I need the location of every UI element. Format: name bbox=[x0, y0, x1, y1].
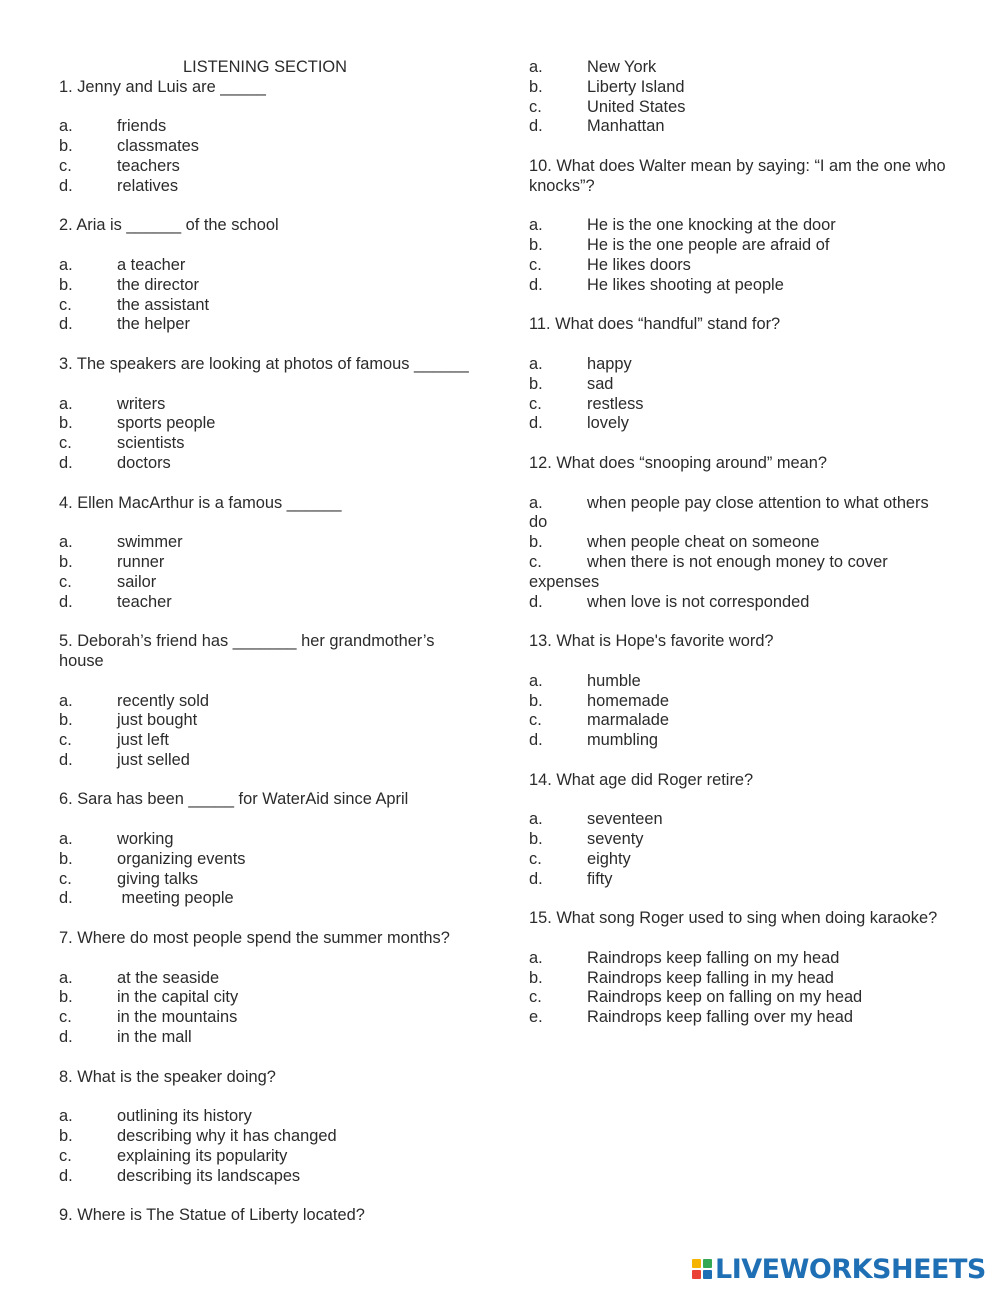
option-text: outlining its history bbox=[117, 1107, 252, 1126]
option-letter: c. bbox=[529, 711, 542, 730]
option-letter: c. bbox=[59, 434, 72, 453]
option-letter: b. bbox=[529, 533, 543, 552]
option-text: relatives bbox=[117, 176, 179, 195]
option-text: fifty bbox=[587, 869, 613, 888]
answer-option[interactable] bbox=[59, 434, 479, 454]
answer-option[interactable] bbox=[529, 711, 949, 731]
option-text: meeting people bbox=[117, 889, 234, 908]
answer-option[interactable] bbox=[529, 810, 949, 830]
option-letter: a. bbox=[529, 58, 543, 76]
answer-option[interactable] bbox=[59, 692, 479, 712]
option-text: teachers bbox=[117, 156, 180, 175]
question-group bbox=[59, 216, 479, 335]
question-group bbox=[529, 632, 949, 751]
option-text: United States bbox=[587, 97, 686, 116]
option-text: sad bbox=[587, 374, 614, 393]
answer-option[interactable] bbox=[529, 395, 949, 415]
option-letter: c. bbox=[59, 1146, 72, 1165]
question-text: 9. Where is The Statue of Liberty located? bbox=[59, 1206, 365, 1225]
question-text: 5. Deborah’s friend has _______ her grandmother’s house bbox=[59, 632, 439, 670]
option-letter: c. bbox=[529, 97, 542, 116]
option-text: Raindrops keep falling over my head bbox=[587, 1008, 854, 1027]
option-letter: d. bbox=[59, 453, 73, 472]
answer-option[interactable] bbox=[59, 889, 479, 909]
answer-option[interactable] bbox=[59, 751, 479, 771]
option-text: just left bbox=[117, 731, 169, 750]
option-text: doctors bbox=[117, 453, 171, 472]
answer-option[interactable] bbox=[59, 454, 479, 474]
option-letter: c. bbox=[529, 394, 542, 413]
option-letter: d. bbox=[529, 117, 543, 136]
option-letter: d. bbox=[529, 414, 543, 433]
answer-option[interactable] bbox=[529, 216, 949, 236]
option-letter: c. bbox=[529, 988, 542, 1007]
question-text: 2. Aria is ______ of the school bbox=[59, 216, 279, 235]
option-text: sailor bbox=[117, 572, 157, 591]
option-letter: d. bbox=[529, 731, 543, 750]
option-text: restless bbox=[587, 394, 644, 413]
question-text: 8. What is the speaker doing? bbox=[59, 1067, 276, 1086]
option-letter: c. bbox=[59, 869, 72, 888]
option-text: when love is not corresponded bbox=[587, 592, 810, 611]
option-text: the helper bbox=[117, 315, 190, 334]
option-text: friends bbox=[117, 117, 167, 136]
option-text: writers bbox=[117, 394, 166, 413]
option-text: swimmer bbox=[117, 533, 183, 552]
answer-option[interactable] bbox=[59, 157, 479, 177]
option-text: in the capital city bbox=[117, 988, 239, 1007]
option-letter: a. bbox=[59, 691, 73, 710]
answer-option[interactable] bbox=[59, 593, 479, 613]
option-text: New York bbox=[587, 58, 657, 76]
option-letter: a. bbox=[529, 493, 543, 512]
option-text: happy bbox=[587, 354, 632, 373]
option-text: seventeen bbox=[587, 810, 663, 829]
question-group bbox=[59, 790, 479, 909]
option-letter: b. bbox=[529, 968, 543, 987]
option-text: when there is not enough money to cover expenses bbox=[529, 552, 888, 591]
logo-block bbox=[692, 1270, 701, 1279]
option-letter: d. bbox=[529, 592, 543, 611]
option-letter: a. bbox=[59, 255, 73, 274]
answer-option[interactable] bbox=[59, 870, 479, 890]
option-text: scientists bbox=[117, 434, 185, 453]
question-group bbox=[59, 1206, 479, 1226]
option-text: explaining its popularity bbox=[117, 1146, 288, 1165]
answer-option[interactable] bbox=[59, 533, 479, 553]
option-letter: d. bbox=[59, 889, 73, 908]
option-letter: d. bbox=[59, 592, 73, 611]
answer-option[interactable] bbox=[529, 672, 949, 692]
question-group bbox=[529, 58, 949, 137]
answer-option[interactable] bbox=[59, 117, 479, 137]
option-letter: d. bbox=[59, 176, 73, 195]
question-text: 12. What does “snooping around” mean? bbox=[529, 453, 827, 472]
question-text: 1. Jenny and Luis are _____ bbox=[59, 77, 266, 96]
option-letter: a. bbox=[529, 948, 543, 967]
option-text: homemade bbox=[587, 691, 670, 710]
option-letter: d. bbox=[59, 1028, 73, 1047]
answer-option[interactable] bbox=[59, 1008, 479, 1028]
option-text: in the mall bbox=[117, 1028, 192, 1047]
option-text: He likes doors bbox=[587, 255, 691, 274]
option-letter: b. bbox=[59, 1127, 73, 1146]
option-letter: c. bbox=[59, 295, 72, 314]
option-text: describing its landscapes bbox=[117, 1166, 301, 1185]
answer-option[interactable] bbox=[529, 276, 949, 296]
option-text: Raindrops keep falling in my head bbox=[587, 968, 834, 987]
option-letter: a. bbox=[529, 216, 543, 235]
answer-option[interactable] bbox=[529, 117, 949, 137]
answer-option[interactable] bbox=[59, 414, 479, 434]
question-text: 14. What age did Roger retire? bbox=[529, 770, 754, 789]
option-letter: d. bbox=[529, 275, 543, 294]
question-group bbox=[59, 929, 479, 1048]
option-text: Manhattan bbox=[587, 117, 665, 136]
question-group bbox=[59, 1068, 479, 1187]
answer-option[interactable] bbox=[529, 870, 949, 890]
option-text: in the mountains bbox=[117, 1008, 238, 1027]
option-text: sports people bbox=[117, 414, 216, 433]
section-title: LISTENING SECTION bbox=[183, 58, 347, 76]
option-text: humble bbox=[587, 671, 641, 690]
option-text: Liberty Island bbox=[587, 77, 685, 96]
question-group bbox=[529, 771, 949, 890]
option-text: when people cheat on someone bbox=[587, 533, 820, 552]
left-column bbox=[59, 58, 479, 1246]
option-letter: b. bbox=[59, 711, 73, 730]
option-text: the director bbox=[117, 275, 199, 294]
question-text: 6. Sara has been _____ for WaterAid since April bbox=[59, 790, 409, 809]
option-text: seventy bbox=[587, 830, 644, 849]
option-letter: d. bbox=[59, 315, 73, 334]
logo-block bbox=[692, 1259, 701, 1268]
option-text: teacher bbox=[117, 592, 172, 611]
option-letter: c. bbox=[529, 849, 542, 868]
answer-option[interactable] bbox=[59, 1127, 479, 1147]
answer-option[interactable] bbox=[59, 315, 479, 335]
answer-option[interactable] bbox=[59, 296, 479, 316]
option-text: mumbling bbox=[587, 731, 659, 750]
answer-option[interactable] bbox=[529, 593, 949, 613]
answer-option[interactable] bbox=[529, 414, 949, 434]
option-text: at the seaside bbox=[117, 968, 220, 987]
option-letter: b. bbox=[59, 137, 73, 156]
question-text: 10. What does Walter mean by saying: “I am the one who knocks”? bbox=[529, 156, 951, 195]
answer-option[interactable] bbox=[529, 236, 949, 256]
answer-option[interactable] bbox=[59, 850, 479, 870]
option-letter: a. bbox=[59, 394, 73, 413]
option-letter: c. bbox=[529, 255, 542, 274]
option-text: just bought bbox=[117, 711, 198, 730]
option-letter: e. bbox=[529, 1008, 543, 1027]
option-letter: a. bbox=[529, 671, 543, 690]
option-letter: c. bbox=[59, 156, 72, 175]
answer-option[interactable] bbox=[59, 830, 479, 850]
question-group bbox=[59, 494, 479, 613]
option-letter: b. bbox=[59, 849, 73, 868]
question-group bbox=[529, 909, 949, 1028]
liveworksheets-logo bbox=[692, 1254, 986, 1284]
question-group bbox=[59, 78, 479, 197]
answer-option[interactable] bbox=[59, 137, 479, 157]
answer-option[interactable] bbox=[529, 949, 949, 969]
question-text: 13. What is Hope's favorite word? bbox=[529, 632, 774, 651]
logo-block bbox=[703, 1259, 712, 1268]
answer-option[interactable] bbox=[529, 355, 949, 375]
answer-option[interactable] bbox=[59, 256, 479, 276]
option-text: runner bbox=[117, 552, 165, 571]
answer-option[interactable] bbox=[59, 395, 479, 415]
question-text: 4. Ellen MacArthur is a famous ______ bbox=[59, 493, 342, 512]
answer-option[interactable] bbox=[59, 177, 479, 197]
answer-option[interactable] bbox=[529, 1008, 949, 1028]
answer-option[interactable] bbox=[59, 988, 479, 1008]
option-text: working bbox=[117, 830, 174, 849]
answer-option[interactable] bbox=[59, 1028, 479, 1048]
answer-option[interactable] bbox=[529, 98, 949, 118]
option-letter: c. bbox=[529, 552, 542, 571]
answer-option[interactable] bbox=[59, 711, 479, 731]
question-group bbox=[529, 157, 949, 296]
option-text: He is the one knocking at the door bbox=[587, 216, 836, 235]
answer-option[interactable] bbox=[529, 494, 949, 534]
option-letter: b. bbox=[59, 552, 73, 571]
answer-option[interactable] bbox=[59, 731, 479, 751]
question-group bbox=[59, 355, 479, 474]
answer-option[interactable] bbox=[59, 1147, 479, 1167]
logo-block bbox=[703, 1270, 712, 1279]
answer-option[interactable] bbox=[529, 78, 949, 98]
option-letter: a. bbox=[529, 810, 543, 829]
option-letter: a. bbox=[59, 533, 73, 552]
answer-option[interactable] bbox=[529, 830, 949, 850]
answer-option[interactable] bbox=[529, 850, 949, 870]
option-letter: a. bbox=[59, 968, 73, 987]
option-text: marmalade bbox=[587, 711, 669, 730]
option-letter: c. bbox=[59, 1008, 72, 1027]
option-letter: c. bbox=[59, 572, 72, 591]
option-letter: b. bbox=[59, 414, 73, 433]
option-text: He likes shooting at people bbox=[587, 275, 784, 294]
option-text: giving talks bbox=[117, 869, 199, 888]
question-text: 7. Where do most people spend the summer months? bbox=[59, 929, 450, 948]
option-letter: a. bbox=[59, 830, 73, 849]
answer-option[interactable] bbox=[59, 1107, 479, 1127]
right-column bbox=[529, 58, 949, 1048]
question-group bbox=[529, 315, 949, 434]
answer-option[interactable] bbox=[529, 375, 949, 395]
option-letter: b. bbox=[529, 830, 543, 849]
answer-option[interactable] bbox=[59, 573, 479, 593]
option-letter: b. bbox=[529, 77, 543, 96]
answer-option[interactable] bbox=[59, 276, 479, 296]
option-letter: a. bbox=[529, 354, 543, 373]
option-text: a teacher bbox=[117, 255, 186, 274]
option-text: describing why it has changed bbox=[117, 1127, 337, 1146]
option-text: when people pay close attention to what others do bbox=[529, 493, 929, 532]
logo-blocks-icon bbox=[692, 1259, 712, 1279]
answer-option[interactable] bbox=[529, 692, 949, 712]
option-letter: b. bbox=[529, 691, 543, 710]
answer-option[interactable] bbox=[529, 988, 949, 1008]
option-letter: b. bbox=[59, 988, 73, 1007]
option-text: classmates bbox=[117, 137, 199, 156]
option-letter: b. bbox=[529, 236, 543, 255]
answer-option[interactable] bbox=[59, 969, 479, 989]
answer-option[interactable] bbox=[529, 731, 949, 751]
option-letter: d. bbox=[59, 750, 73, 769]
question-text: 3. The speakers are looking at photos of famous ______ bbox=[59, 354, 469, 373]
option-letter: b. bbox=[529, 374, 543, 393]
question-group bbox=[59, 632, 479, 771]
answer-option[interactable] bbox=[529, 256, 949, 276]
question-group bbox=[529, 454, 949, 612]
answer-option[interactable] bbox=[529, 969, 949, 989]
option-letter: d. bbox=[59, 1166, 73, 1185]
question-text: 11. What does “handful” stand for? bbox=[529, 315, 781, 334]
option-letter: a. bbox=[59, 1107, 73, 1126]
option-text: the assistant bbox=[117, 295, 210, 314]
answer-option[interactable] bbox=[59, 553, 479, 573]
option-text: Raindrops keep falling on my head bbox=[587, 948, 840, 967]
option-letter: c. bbox=[59, 731, 72, 750]
option-text: lovely bbox=[587, 414, 629, 433]
answer-option[interactable] bbox=[529, 58, 949, 78]
option-text: just selled bbox=[117, 750, 190, 769]
option-letter: b. bbox=[59, 275, 73, 294]
option-letter: d. bbox=[529, 869, 543, 888]
option-text: eighty bbox=[587, 849, 631, 868]
option-text: organizing events bbox=[117, 849, 246, 868]
logo-text: LIVEWORKSHEETS bbox=[715, 1253, 986, 1285]
question-text: 15. What song Roger used to sing when doing karaoke? bbox=[529, 909, 938, 928]
option-text: Raindrops keep on falling on my head bbox=[587, 988, 863, 1007]
option-text: He is the one people are afraid of bbox=[587, 236, 830, 255]
answer-option[interactable] bbox=[529, 533, 949, 553]
option-letter: a. bbox=[59, 117, 73, 136]
answer-option[interactable] bbox=[59, 1167, 479, 1187]
option-text: recently sold bbox=[117, 691, 210, 710]
answer-option[interactable] bbox=[529, 553, 949, 593]
